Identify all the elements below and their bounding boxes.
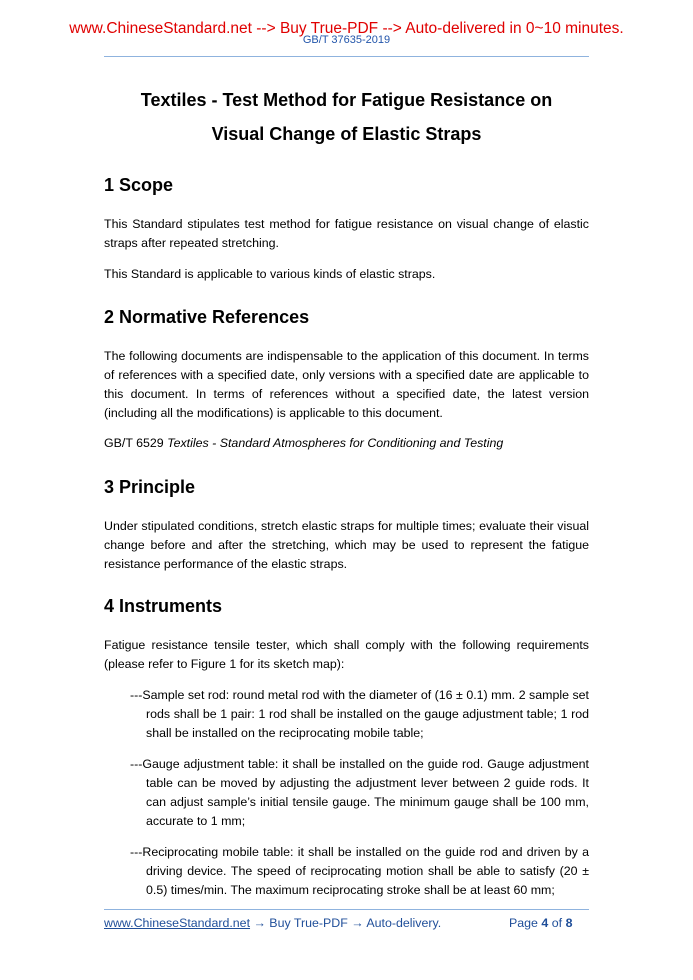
normative-reference-item: [104, 434, 589, 453]
scope-paragraph-2: This Standard is applicable to various kinds of elastic straps.: [104, 267, 436, 281]
footer-purchase-line: [104, 915, 441, 931]
section-heading-principle: 3 Principle: [104, 477, 196, 497]
total-pages-number: 8: [565, 916, 573, 930]
section-heading-normative-references: 2 Normative References: [104, 307, 310, 327]
principle-paragraph-1: Under stipulated conditions, stretch elastic straps for multiple times; evaluate their visual change before and after the stretching, which may be used to represent the fatigue resistance performance of the elastic straps.: [104, 519, 589, 571]
footer-purchase-text: → Buy True-PDF → Auto-delivery.: [250, 916, 442, 930]
document-title-line-1: Textiles - Test Method for Fatigue Resistance on: [140, 90, 553, 110]
standard-code: GB/T 37635-2019: [302, 34, 391, 46]
of-label: of: [551, 916, 563, 930]
section-heading-instruments: 4 Instruments: [104, 596, 223, 616]
section-heading-scope: 1 Scope: [104, 175, 174, 195]
footer-site-link[interactable]: www.ChineseStandard.net: [104, 916, 251, 930]
instruments-paragraph-1: Fatigue resistance tensile tester, which shall comply with the following requirements (please refer to Figure 1 for its sketch map):: [104, 638, 589, 671]
header-banner: www.ChineseStandard.net --> Buy True-PDF --> Auto-delivered in 0~10 minutes.: [69, 20, 624, 37]
reference-code: GB/T 6529: [104, 436, 164, 450]
header-divider: [104, 56, 589, 57]
page-indicator: [509, 915, 572, 931]
current-page-number: 4: [541, 916, 549, 930]
page-label: Page: [509, 916, 538, 930]
footer-divider: [104, 909, 589, 910]
reference-title: Textiles - Standard Atmospheres for Conditioning and Testing: [167, 436, 504, 450]
instrument-item-reciprocating-mobile-table: ---Reciprocating mobile table: it shall be installed on the guide rod and driven by a driving device. The speed of reciprocating motion shall be able to satisfy (20 ± 0.5) times/min. The maximum reciprocating stroke shall be at least 60 mm;: [130, 845, 589, 897]
instrument-item-sample-set-rod: ---Sample set rod: round metal rod with the diameter of (16 ± 0.1) mm. 2 sample set rods shall be 1 pair: 1 rod shall be installed on the gauge adjustment table; 1 rod shall be installed on the reciprocating mobile table;: [130, 688, 589, 740]
instrument-item-gauge-adjustment-table: ---Gauge adjustment table: it shall be installed on the guide rod. Gauge adjustment table can be moved by adjusting the adjustment lever between 2 guide rods. It can adjust sample’s initial tensile gauge. The minimum gauge shall be 100 mm, accurate to 1 mm;: [130, 757, 589, 828]
normative-paragraph-1: The following documents are indispensable to the application of this document. In terms of references with a specified date, only versions with a specified date are applicable to this document. In terms of references without a specified date, the latest version (including all the modifications) is applicable to this document.: [104, 349, 589, 420]
scope-paragraph-1: This Standard stipulates test method for fatigue resistance on visual change of elastic straps after repeated stretching.: [104, 217, 589, 250]
document-title-line-2: Visual Change of Elastic Straps: [211, 124, 482, 144]
